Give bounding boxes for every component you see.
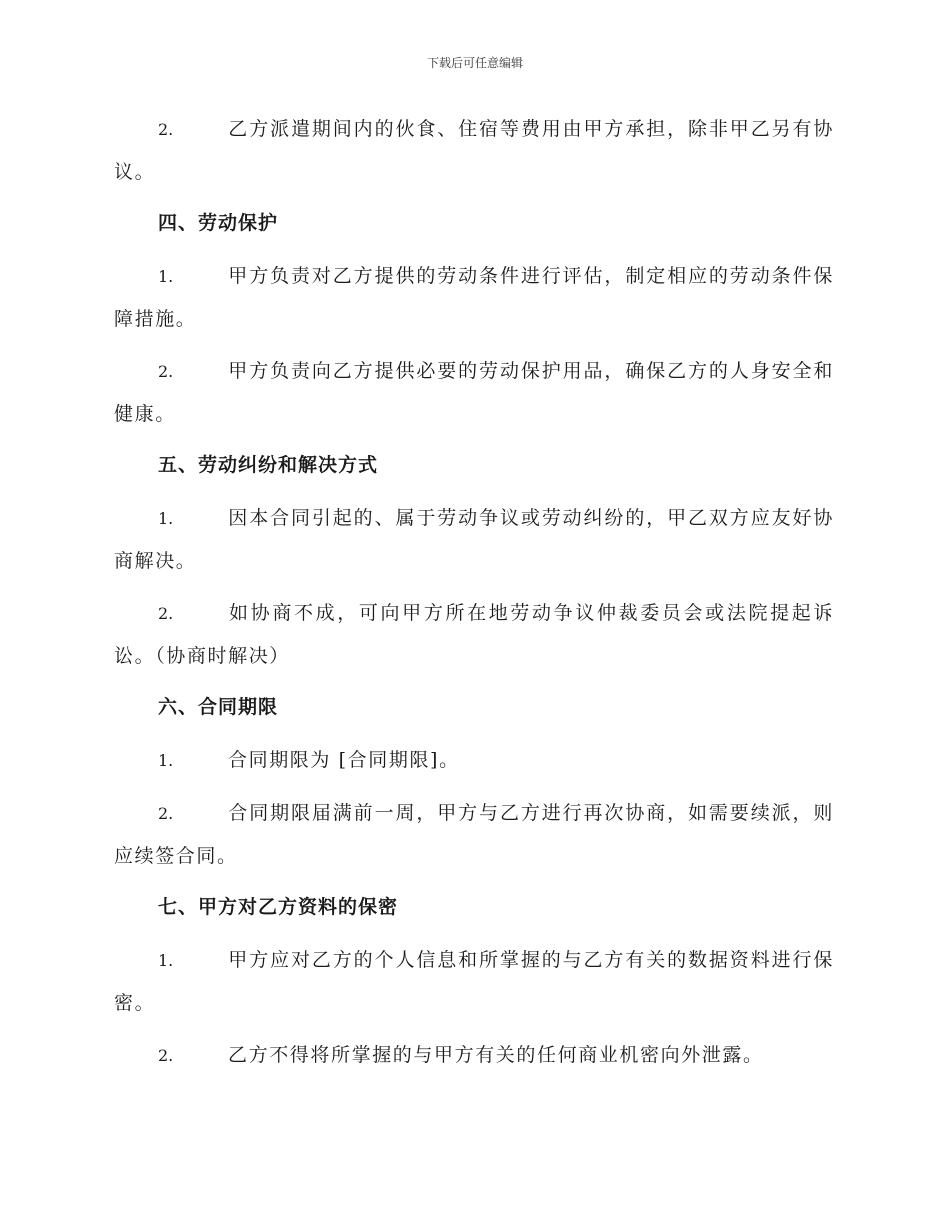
clause-text: 合同期限为 [合同期限]。 bbox=[228, 749, 460, 771]
clause-item bbox=[114, 592, 834, 677]
clause-text: 甲方负责向乙方提供必要的劳动保护用品，确保乙方的人身安全和健康。 bbox=[114, 360, 834, 425]
clause-item bbox=[114, 108, 834, 193]
clause-text: 甲方负责对乙方提供的劳动条件进行评估，制定相应的劳动条件保障措施。 bbox=[114, 265, 834, 330]
page-header: 下载后可任意编辑 bbox=[426, 56, 523, 70]
clause-text: 乙方不得将所掌握的与甲方有关的任何商业机密向外泄露。 bbox=[228, 1044, 764, 1066]
clause-text: 如协商不成，可向甲方所在地劳动争议仲裁委员会或法院提起诉讼。（协商时解决） bbox=[114, 602, 834, 667]
clause-item bbox=[114, 1034, 834, 1077]
clause-number: 2. bbox=[158, 120, 174, 139]
clause-item bbox=[114, 792, 834, 877]
clause-item bbox=[114, 255, 834, 340]
clause-text: 合同期限届满前一周，甲方与乙方进行再次协商，如需要续派，则应续签合同。 bbox=[114, 802, 834, 867]
clause-text: 甲方应对乙方的个人信息和所掌握的与乙方有关的数据资料进行保密。 bbox=[114, 949, 834, 1014]
section-heading: 七、甲方对乙方资料的保密 bbox=[158, 896, 399, 918]
clause-text: 乙方派遣期间内的伙食、住宿等费用由甲方承担，除非甲乙另有协议。 bbox=[114, 118, 834, 183]
clause-number: 1. bbox=[158, 267, 174, 286]
clause-text: 因本合同引起的、属于劳动争议或劳动纠纷的，甲乙双方应友好协商解决。 bbox=[114, 507, 834, 572]
section-heading: 四、劳动保护 bbox=[158, 212, 279, 234]
clause-item bbox=[114, 739, 834, 782]
clause-item bbox=[114, 939, 834, 1024]
clause-number: 2. bbox=[158, 804, 174, 823]
clause-number: 1. bbox=[158, 751, 174, 770]
clause-item bbox=[114, 350, 834, 435]
clause-number: 1. bbox=[158, 951, 174, 970]
section-heading: 六、合同期限 bbox=[158, 696, 279, 718]
section-heading: 五、劳动纠纷和解决方式 bbox=[158, 454, 379, 476]
clause-number: 2. bbox=[158, 362, 174, 381]
clause-number: 2. bbox=[158, 604, 174, 623]
clause-number: 2. bbox=[158, 1046, 174, 1065]
clause-item bbox=[114, 497, 834, 582]
document-body bbox=[114, 108, 834, 1087]
clause-number: 1. bbox=[158, 509, 174, 528]
